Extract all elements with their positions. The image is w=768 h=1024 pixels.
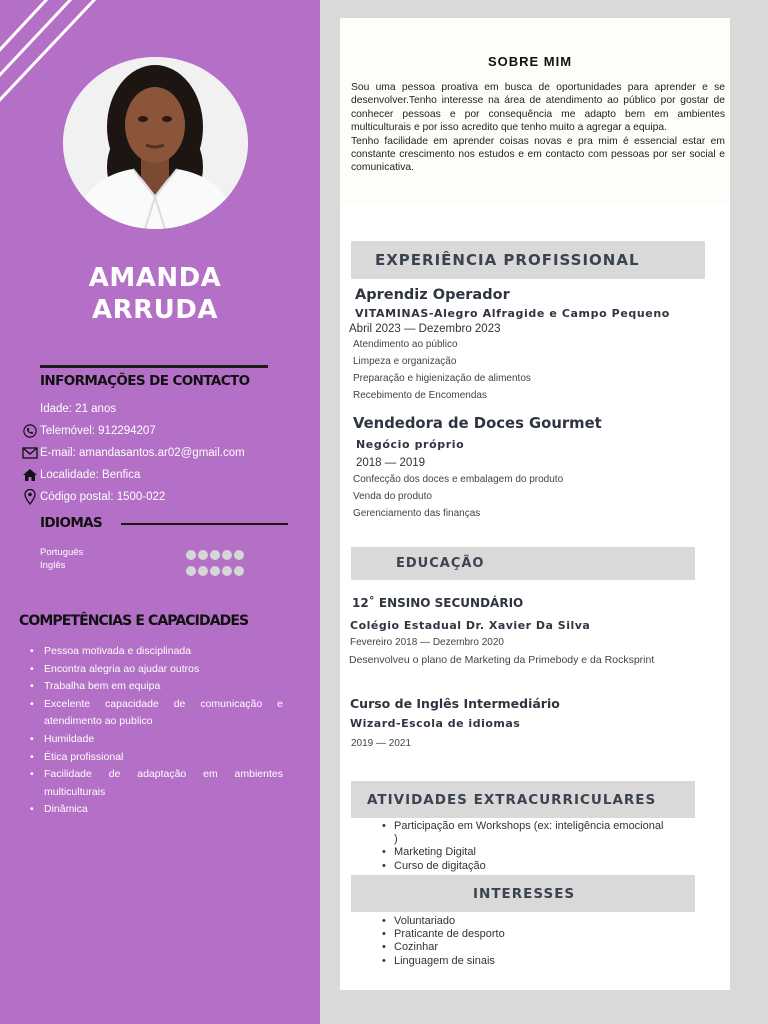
contact-email-row — [20, 442, 310, 464]
skill-item: • Ética profissional — [28, 749, 283, 767]
contact-postal-row — [20, 486, 310, 508]
contact-phone-row — [20, 420, 310, 442]
contact-email[interactable]: E-mail: amandasantos.ar02@gmail.com — [40, 447, 245, 459]
contact-age-row — [20, 398, 310, 420]
activities-section-title: ATIVIDADES EXTRACURRICULARES — [351, 781, 695, 818]
contact-info — [20, 398, 310, 508]
language-item — [40, 547, 270, 560]
language-name: Inglês — [40, 560, 66, 571]
skill-item: • Excelente capacidade de comunicação e atendimento ao publico — [28, 696, 283, 731]
phone-icon — [20, 423, 40, 439]
about-title: SOBRE MIM — [487, 54, 573, 69]
profile-name — [0, 262, 310, 326]
contact-divider — [40, 365, 268, 368]
education-school: Wizard-Escola de idiomas — [350, 717, 521, 730]
about-text — [351, 81, 725, 175]
job-duties-list — [353, 471, 563, 522]
interests-section-title: INTERESSES — [351, 875, 695, 912]
skill-item: • Humildade — [28, 731, 283, 749]
job-duty-item: Recebimento de Encomendas — [353, 390, 487, 401]
activity-item: • Curso de digitação — [380, 860, 670, 873]
about-paragraph: Tenho facilidade em aprender coisas novas e pra mim é essencial estar em constante crescimento nos estudos e em contacto com pessoas por ser social e comunicativa. — [351, 135, 725, 174]
main-panel — [340, 18, 730, 990]
languages-section-title: IDIOMAS — [40, 515, 103, 531]
activity-item: • Participação em Workshops (ex: inteligência emocional ) — [380, 820, 670, 846]
level-dot-icon — [234, 550, 244, 560]
job-duty-item: Gerenciamento das finanças — [353, 508, 481, 519]
interest-item: • Linguagem de sinais — [380, 955, 670, 968]
languages-divider — [121, 523, 288, 525]
language-name: Português — [40, 547, 84, 558]
contact-location: Localidade: Benfica — [40, 469, 141, 481]
education-section-title: EDUCAÇÃO — [351, 547, 695, 580]
job-duty-item: Venda do produto — [353, 491, 432, 502]
language-level-dots — [186, 566, 244, 576]
interest-item: • Cozinhar — [380, 941, 670, 954]
activity-item: • Marketing Digital — [380, 846, 670, 859]
skills-section-title: COMPETÊNCIAS E CAPACIDADES — [19, 613, 249, 629]
level-dot-icon — [198, 550, 208, 560]
skill-item: • Pessoa motivada e disciplinada — [28, 643, 283, 661]
languages-list — [40, 547, 270, 573]
interest-item: • Voluntariado — [380, 915, 670, 928]
level-dot-icon — [186, 550, 196, 560]
person-portrait-icon — [63, 57, 248, 229]
contact-postal-code: Código postal: 1500-022 — [40, 491, 166, 503]
about-section — [340, 18, 730, 204]
job-duty-item: Atendimento ao público — [353, 339, 458, 350]
job-duty-item: Confecção dos doces e embalagem do produto — [353, 474, 564, 485]
education-dates: 2019 — 2021 — [351, 738, 412, 749]
location-pin-icon — [20, 489, 40, 505]
education-dates: Fevereiro 2018 — Dezembro 2020 — [350, 637, 504, 648]
language-item — [40, 560, 270, 573]
sidebar — [0, 0, 320, 1024]
contact-age: Idade: 21 anos — [40, 403, 117, 415]
skill-item: • Facilidade de adaptação em ambientes multiculturais — [28, 766, 283, 801]
level-dot-icon — [210, 566, 220, 576]
language-level-dots — [186, 550, 244, 560]
contact-section-title: INFORMAÇÕES DE CONTACTO — [40, 373, 250, 389]
job-dates: Abril 2023 — Dezembro 2023 — [349, 323, 501, 335]
contact-phone[interactable]: Telemóvel: 912294207 — [40, 425, 156, 437]
interest-item: • Praticante de desporto — [380, 928, 670, 941]
contact-location-row — [20, 464, 310, 486]
education-school: Colégio Estadual Dr. Xavier Da Silva — [350, 619, 591, 632]
job-duty-item: Limpeza e organização — [353, 356, 457, 367]
experience-section-title: EXPERIÊNCIA PROFISSIONAL — [351, 241, 705, 279]
level-dot-icon — [198, 566, 208, 576]
about-paragraph: Sou uma pessoa proativa em busca de oportunidades para aprender e se desenvolver.Tenho interesse na área de atendimento ao público por gostar de conhecer pessoas e por consequência me adapto bem em ambientes multiculturais e por isso acredito que tenho muito a agregar a equipa. — [351, 82, 725, 134]
skill-item: • Trabalha bem em equipa — [28, 678, 283, 696]
level-dot-icon — [234, 566, 244, 576]
level-dot-icon — [210, 550, 220, 560]
skills-list — [28, 643, 283, 819]
level-dot-icon — [222, 550, 232, 560]
job-role: Aprendiz Operador — [355, 287, 510, 303]
home-icon — [20, 467, 40, 483]
job-company: Negócio próprio — [356, 438, 465, 451]
job-company: VITAMINAS-Alegro Alfragide e Campo Pequeno — [355, 307, 670, 320]
education-degree: 12˚ ENSINO SECUNDÁRIO — [352, 596, 524, 610]
job-duties-list — [353, 336, 531, 404]
skill-item: • Encontra alegria ao ajudar outros — [28, 661, 283, 679]
activities-list — [380, 820, 670, 873]
education-description: Desenvolveu o plano de Marketing da Primebody e da Rocksprint — [349, 654, 655, 666]
level-dot-icon — [222, 566, 232, 576]
first-name: AMANDA — [88, 263, 222, 293]
skill-item: • Dinâmica — [28, 801, 283, 819]
job-role: Vendedora de Doces Gourmet — [353, 415, 602, 432]
job-duty-item: Preparação e higienização de alimentos — [353, 373, 531, 384]
envelope-icon — [20, 445, 40, 461]
job-dates: 2018 — 2019 — [356, 457, 426, 469]
interests-list — [380, 915, 670, 968]
profile-photo — [63, 57, 248, 229]
last-name: ARRUDA — [92, 295, 218, 325]
level-dot-icon — [186, 566, 196, 576]
education-degree: Curso de Inglês Intermediário — [350, 696, 560, 711]
